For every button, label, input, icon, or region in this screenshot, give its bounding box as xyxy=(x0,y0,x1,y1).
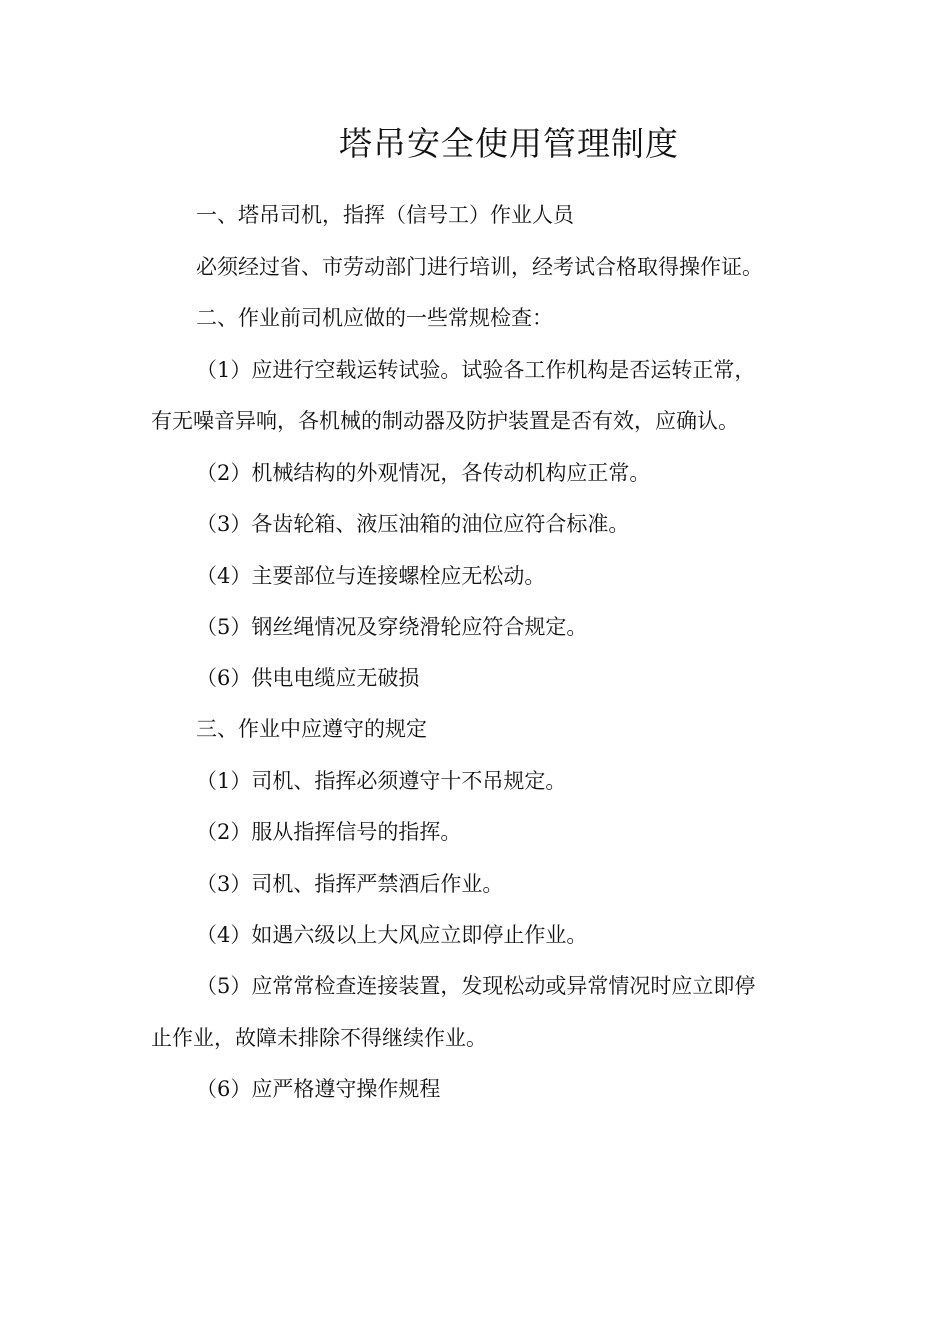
list-item: （4）如遇六级以上大风应立即停止作业。 xyxy=(196,923,588,947)
list-item: （1）司机、指挥必须遵守十不吊规定。 xyxy=(196,769,567,793)
list-item: （6）供电电缆应无破损 xyxy=(196,666,420,690)
list-item: （2）服从指挥信号的指挥。 xyxy=(196,820,462,844)
list-item: （1）应进行空载运转试验。试验各工作机构是否运转正常， xyxy=(196,358,756,382)
list-item: （4）主要部位与连接螺栓应无松动。 xyxy=(196,564,546,588)
section-heading-3: 三、作业中应遵守的规定 xyxy=(196,717,427,741)
list-item: （2）机械结构的外观情况，各传动机构应正常。 xyxy=(196,461,651,485)
paragraph-line: 必须经过省、市劳动部门进行培训，经考试合格取得操作证。 xyxy=(196,255,763,279)
list-item: （3）司机、指挥严禁酒后作业。 xyxy=(196,872,504,896)
list-item: （5）钢丝绳情况及穿绕滑轮应符合规定。 xyxy=(196,615,588,639)
list-item: （5）应常常检查连接装置，发现松动或异常情况时应立即停 xyxy=(196,974,756,998)
document-title: 塔吊安全使用管理制度 xyxy=(339,124,679,163)
list-item-continuation: 止作业，故障未排除不得继续作业。 xyxy=(151,1026,487,1050)
section-heading-1: 一、塔吊司机，指挥（信号工）作业人员 xyxy=(196,203,574,227)
list-item: （6）应严格遵守操作规程 xyxy=(196,1077,441,1101)
list-item: （3）各齿轮箱、液压油箱的油位应符合标准。 xyxy=(196,512,630,536)
list-item-continuation: 有无噪音异响，各机械的制动器及防护装置是否有效，应确认。 xyxy=(151,409,739,433)
section-heading-2: 二、作业前司机应做的一些常规检查： xyxy=(196,306,553,330)
